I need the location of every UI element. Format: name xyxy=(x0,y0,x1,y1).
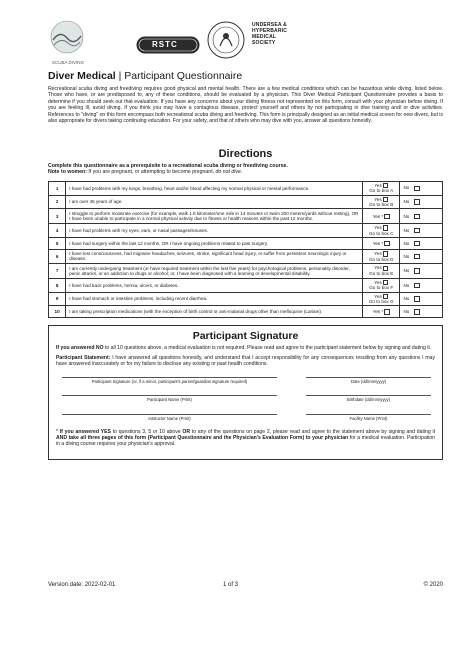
no-label: No xyxy=(403,240,410,246)
yes-label: Yes xyxy=(374,225,382,231)
no-cell xyxy=(400,209,443,224)
no-checkbox[interactable] xyxy=(414,268,419,273)
women-note-italic: do not dive. xyxy=(215,169,243,176)
page-title xyxy=(48,70,443,82)
yes-label: Yes * xyxy=(372,213,384,219)
footnote-and: AND take all three pages of this form (Participant Questionnaire and the Physician's Evaluation Form) to your physician xyxy=(56,435,349,442)
no-label: No xyxy=(403,282,410,288)
no-checkbox[interactable] xyxy=(414,283,419,288)
question-row xyxy=(49,263,443,278)
scuba-logo-caption: SCUBA DIVING xyxy=(52,60,85,65)
org-line: MEDICAL xyxy=(252,34,277,40)
footnote-or: OR xyxy=(182,429,190,436)
questionnaire-page xyxy=(48,18,443,460)
question-text: I am currently undergoing treatment (or have required treatment within the last five years) for psychological problems, personality disorder, panic attacks, or an addiction to drugs or alcohol; or, I have been diagnosed with a learning or developmental disability. xyxy=(66,263,363,278)
directions-instructions xyxy=(48,163,443,176)
no-checkbox[interactable] xyxy=(414,309,419,314)
yes-cell xyxy=(362,278,399,292)
yes-label: Yes xyxy=(374,293,382,299)
question-number: 3 xyxy=(49,209,66,224)
women-note-label: Note to women: xyxy=(48,169,87,176)
no-checkbox[interactable] xyxy=(414,199,419,204)
participant-name-line[interactable] xyxy=(62,395,277,396)
question-number: 10 xyxy=(49,306,66,318)
participant-signature-section xyxy=(48,325,443,460)
no-cell xyxy=(400,250,443,264)
yes-label: Yes * xyxy=(372,309,384,315)
question-text: I am over 45 years of age. xyxy=(66,195,363,209)
question-row xyxy=(49,181,443,195)
no-answers-bold: If you answered NO xyxy=(56,345,104,352)
no-checkbox[interactable] xyxy=(414,296,419,301)
goto-box-label: Go to box A xyxy=(369,188,394,194)
yes-checkbox[interactable] xyxy=(384,309,389,314)
yes-label: Yes xyxy=(374,251,382,257)
question-text: I have had problems with my lungs, breathing, heart and/or blood affecting my normal physical or mental performance. xyxy=(66,181,363,195)
no-checkbox[interactable] xyxy=(414,228,419,233)
facility-name-line[interactable] xyxy=(306,414,431,415)
facility-name-caption: Facility Name (Print) xyxy=(349,416,388,422)
signature-caption: Participant Signature (or, if a minor, participant's parent/guardian signature required) xyxy=(91,379,248,385)
goto-box-label: Go to box F xyxy=(369,285,394,291)
title-separator: | xyxy=(115,70,125,82)
question-number: 7 xyxy=(49,263,66,278)
date-line[interactable] xyxy=(306,377,431,378)
yes-checkbox[interactable] xyxy=(384,214,389,219)
yes-label: Yes xyxy=(374,279,382,285)
women-note-text: If you are pregnant, or attempting to become pregnant, xyxy=(86,169,216,176)
footnote-end: for a medical evaluation. Participation in a diving course requires your physician's approval. xyxy=(56,435,435,448)
participant-statement-label: Participant Statement: xyxy=(56,354,111,361)
question-number: 1 xyxy=(49,181,66,195)
question-row xyxy=(49,250,443,264)
birthdate-caption: Birthdate (dd/mm/yyyy) xyxy=(346,397,391,403)
directions-line: Complete this questionnaire as a prerequisite to a recreational scuba diving or freediving course. xyxy=(48,163,288,169)
question-text: I have had surgery within the last 12 months, OR I have ongoing problems related to past surgery. xyxy=(66,238,363,250)
no-label: No xyxy=(403,227,410,233)
question-row xyxy=(49,195,443,209)
yes-cell xyxy=(362,181,399,195)
goto-box-label: Go to box C xyxy=(368,230,394,236)
rstc-logo-text: RSTC xyxy=(152,40,178,49)
no-label: No xyxy=(403,213,410,219)
yes-cell xyxy=(362,306,399,318)
intro-paragraph: Recreational scuba diving and freediving requires good physical and mental health. There are a few medical conditions which can be hazardous while diving, listed below. Those who have, or are predisposed to, any of these conditions, should be evaluated by a physician. This Diver Medical Participant Questionnaire provides a basis to determine if you should seek out that evaluation. If you have any concerns about your diving fitness not represented on this form, consult with your physician before diving. If you are feeling ill, avoid diving. If you think you may have a contagious disease, protect yourself and others by not participating in dive training and/ or dive activities. References to "diving" on this form encompass both recreational scuba diving and freediving. This form is principally designed as an initial medical screen for new divers, but is also appropriate for divers taking continuing education. For your safety, and that of others who may dive with you, answer all questions honestly. xyxy=(48,86,443,125)
question-number: 2 xyxy=(49,195,66,209)
question-text: I have had stomach or intestine problems, including recent diarrhea. xyxy=(66,292,363,306)
no-answers-statement xyxy=(56,345,435,351)
women-note xyxy=(48,169,443,175)
instructor-name-line[interactable] xyxy=(62,414,277,415)
org-line: UNDERSEA & xyxy=(252,22,287,28)
no-checkbox[interactable] xyxy=(414,186,419,191)
page-number: 1 of 3 xyxy=(223,582,239,588)
no-checkbox[interactable] xyxy=(414,254,419,259)
yes-label: Yes xyxy=(374,182,382,188)
birthdate-line[interactable] xyxy=(306,395,431,396)
question-row xyxy=(49,238,443,250)
no-checkbox[interactable] xyxy=(414,214,419,219)
yes-cell xyxy=(362,250,399,264)
yes-cell xyxy=(362,263,399,278)
no-label: No xyxy=(403,199,410,205)
yes-checkbox[interactable] xyxy=(384,241,389,246)
question-number: 9 xyxy=(49,292,66,306)
participant-statement-text: I have answered all questions honestly, and understand that I accept responsibility for any consequences resulting from any questions I may have answered inaccurately or for my failure to disclose any existing or past health conditions. xyxy=(56,354,435,367)
question-text: I struggle to perform moderate exercise (for example, walk 1.6 kilometer/one mile in 14 minutes or swim 200 meters/yards without resting), OR I have been unable to participate in a normal physical activity due to fitness or health reasons within the past 12 months. xyxy=(66,209,363,224)
yes-label: Yes * xyxy=(372,240,384,246)
no-label: No xyxy=(403,253,410,259)
no-label: No xyxy=(403,185,410,191)
question-row xyxy=(49,306,443,318)
signature-lines xyxy=(56,371,435,429)
goto-box-label: Go to box G xyxy=(368,299,394,305)
no-cell xyxy=(400,263,443,278)
no-label: No xyxy=(403,309,410,315)
yes-checkbox[interactable] xyxy=(383,251,388,256)
yes-cell xyxy=(362,195,399,209)
question-text: I have had problems with my eyes, ears, or nasal passages/sinuses. xyxy=(66,224,363,238)
question-text: I have lost consciousness, had migraine headaches, seizures, stroke, significant head injury, or suffer from persistent neurologic injury or disease. xyxy=(66,250,363,264)
no-cell xyxy=(400,181,443,195)
no-cell xyxy=(400,292,443,306)
yes-answers-footnote xyxy=(56,429,435,448)
goto-box-label: Go to box E xyxy=(369,270,394,276)
uhms-org-name xyxy=(252,22,287,46)
no-checkbox[interactable] xyxy=(414,241,419,246)
yes-label: Yes xyxy=(374,265,382,271)
question-row xyxy=(49,278,443,292)
yes-cell xyxy=(362,238,399,250)
no-label: No xyxy=(403,268,410,274)
question-number: 6 xyxy=(49,250,66,264)
title-rest: Participant Questionnaire xyxy=(124,70,243,82)
question-number: 4 xyxy=(49,224,66,238)
no-cell xyxy=(400,306,443,318)
question-row xyxy=(49,224,443,238)
no-label: No xyxy=(403,296,410,302)
yes-cell xyxy=(362,292,399,306)
signature-line[interactable] xyxy=(62,377,277,378)
signature-heading: Participant Signature xyxy=(192,330,299,343)
no-cell xyxy=(400,238,443,250)
participant-statement xyxy=(56,355,435,367)
participant-name-caption: Participant Name (Print) xyxy=(147,397,192,403)
footnote-text: to questions 3, 5 or 10 above xyxy=(110,429,183,436)
question-row xyxy=(49,209,443,224)
yes-cell xyxy=(362,209,399,224)
org-line: SOCIETY xyxy=(252,40,276,46)
question-number: 8 xyxy=(49,278,66,292)
no-cell xyxy=(400,195,443,209)
yes-cell xyxy=(362,224,399,238)
org-line: HYPERBARIC xyxy=(252,28,288,34)
no-answers-text: to all 10 questions above, a medical evaluation is not required. Please read and agree to the participant statement below by signing and dating it. xyxy=(103,345,432,352)
uhms-seal-icon xyxy=(206,20,246,60)
yes-label: Yes xyxy=(374,196,382,202)
no-cell xyxy=(400,224,443,238)
footnote-star: * xyxy=(56,429,60,436)
date-caption: Date (dd/mm/yyyy) xyxy=(350,379,387,385)
header-logos xyxy=(48,18,443,68)
directions-heading: Directions xyxy=(218,148,273,160)
question-number: 5 xyxy=(49,238,66,250)
question-row xyxy=(49,292,443,306)
goto-box-label: Go to box B xyxy=(369,202,394,208)
footnote-text: to any of the questions on page 2, please read and agree to the statement above by signing and dating it xyxy=(190,429,436,436)
version-date: Version date: 2022-02-01 xyxy=(48,582,116,588)
instructor-name-caption: Instructor Name (Print) xyxy=(148,416,191,422)
copyright: © 2020 xyxy=(423,582,443,588)
questions-table xyxy=(48,181,443,319)
scuba-wave-logo-icon xyxy=(48,20,86,56)
footnote-bold: If you answered YES xyxy=(59,429,111,436)
title-bold: Diver Medical xyxy=(48,70,116,82)
question-text: I am taking prescription medications (with the exception of birth control or anti-malarial drugs other than mefloquine (Lariam). xyxy=(66,306,363,318)
goto-box-label: Go to box D xyxy=(368,256,394,262)
question-text: I have had back problems, hernia, ulcers, or diabetes. xyxy=(66,278,363,292)
no-cell xyxy=(400,278,443,292)
